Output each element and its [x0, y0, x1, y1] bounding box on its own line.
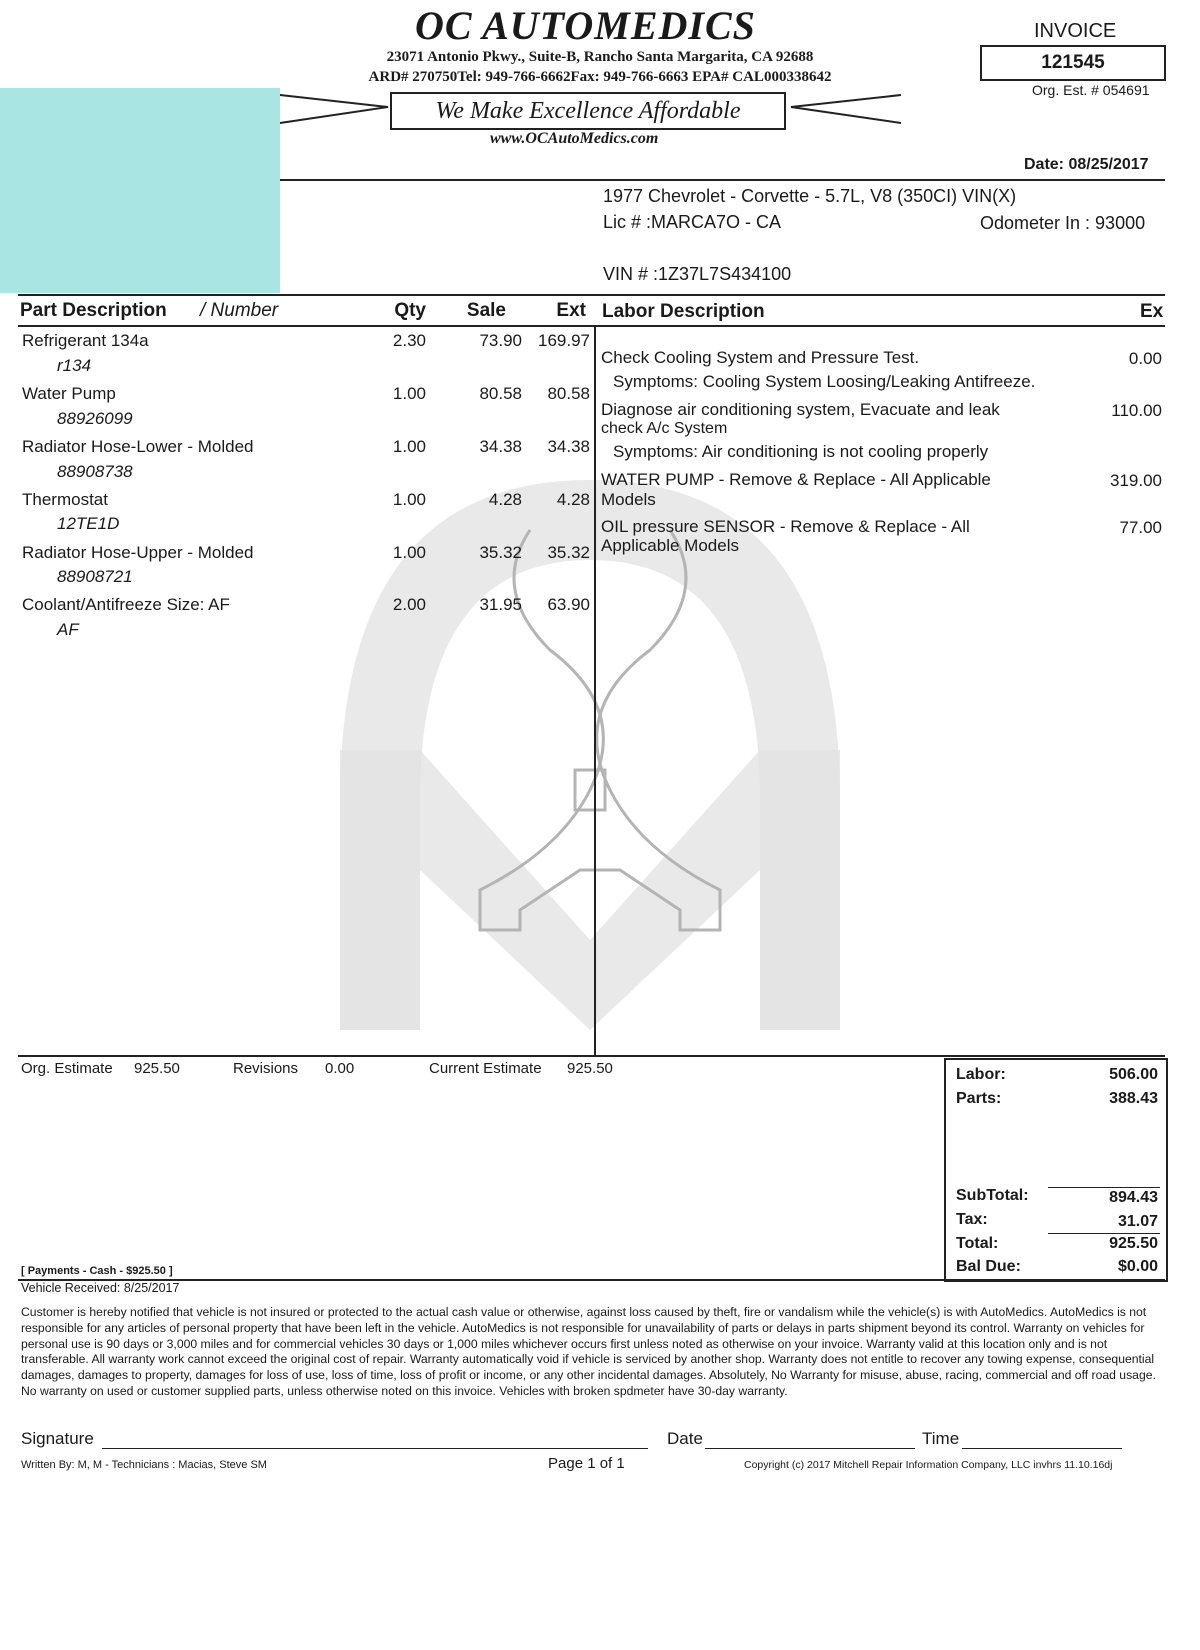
- part-sale: 4.28: [488, 490, 522, 509]
- company-address: 23071 Antonio Pkwy., Suite-B, Rancho Santa Margarita, CA 92688: [386, 49, 814, 65]
- labor-amount: 110.00: [1111, 401, 1162, 420]
- vehicle-received: Vehicle Received: 8/25/2017: [21, 1281, 180, 1295]
- vehicle-license: Lic # :MARCA7O - CA: [603, 212, 782, 232]
- part-ext: 34.38: [547, 437, 590, 456]
- signature-line: [102, 1448, 648, 1449]
- company-contact: ARD# 270750Tel: 949-766-6662Fax: 949-766-6663 EPA# CAL000338642: [368, 69, 832, 85]
- labor-total-label: Labor:: [956, 1066, 1006, 1083]
- labor-symptoms: Symptoms: Cooling System Loosing/Leaking Antifreeze.: [613, 372, 1036, 391]
- part-ext: 80.58: [547, 384, 590, 403]
- odometer-in: Odometer In : 93000: [980, 213, 1146, 233]
- parts-total-label: Parts:: [956, 1090, 1002, 1107]
- total: 925.50: [1109, 1235, 1158, 1252]
- part-sale: 73.90: [479, 331, 522, 350]
- labor-symptoms: Symptoms: Air conditioning is not cooling properly: [613, 442, 989, 461]
- part-ext: 63.90: [547, 595, 590, 614]
- parts-header-description: Part Description: [20, 300, 167, 321]
- labor-line: Diagnose air conditioning system, Evacuate and leak: [601, 400, 1000, 419]
- part-qty: 1.00: [392, 437, 426, 456]
- bal-due-label: Bal Due:: [956, 1258, 1021, 1275]
- labor-header-ext: Ex: [1140, 301, 1164, 322]
- labor-line: Models: [601, 490, 656, 509]
- labor-line: check A/c System: [601, 420, 728, 437]
- part-qty: 1.00: [392, 543, 426, 562]
- part-sale: 31.95: [479, 595, 522, 614]
- current-estimate-value: 925.50: [567, 1060, 613, 1077]
- tax-label: Tax:: [956, 1211, 988, 1228]
- company-website: www.OCAutoMedics.com: [490, 130, 659, 147]
- part-qty: 2.30: [392, 331, 426, 350]
- invoice-label: INVOICE: [1034, 20, 1117, 42]
- part-number: AF: [57, 620, 79, 639]
- part-description: Refrigerant 134a: [22, 331, 149, 350]
- part-qty: 1.00: [392, 384, 426, 403]
- part-sale: 80.58: [479, 384, 522, 403]
- part-description: Radiator Hose-Lower - Molded: [22, 437, 254, 456]
- warranty-disclaimer: Customer is hereby notified that vehicle is not insured or protected to the actual cash value or otherwise, against loss caused by theft, fire or vandalism while the vehicle(s) is with AutoMedics. AutoMedics is not responsible for any articles of personal property that have been left in the vehicle. AutoMedics is not responsible for unavailability of parts or delays in parts shipment beyond its control. Warranty on vehicles for personal use is 90 days or 3,000 miles and for commercial vehicles 30 days or 1,000 miles whichever occurs first unless noted as otherwise on your invoice. Warranty valid at this location only and is not transferable. All warranty work cannot exceed the original cost of repair. Warranty automatically void if vehicle is serviced by another shop. Warranty does not entitle to recover any towing expense, consequential damages, damages to property, damages for loss of use, loss of time, loss of profit or income, or any other incidental damages. Absolutely, No Warranty for misuse, abuse, racing, commercial and off road usage. No warranty on used or customer supplied parts, unless otherwise noted on this invoice. Vehicles with broken spdmeter have 30-day warranty.: [21, 1305, 1156, 1398]
- page-number: Page 1 of 1: [548, 1455, 625, 1472]
- revisions-label: Revisions: [233, 1060, 299, 1077]
- part-description: Water Pump: [22, 384, 116, 403]
- written-by: Written By: M, M - Technicians : Macias, Steve SM: [21, 1459, 267, 1471]
- tax: 31.07: [1117, 1213, 1158, 1230]
- bal-due: $0.00: [1117, 1258, 1158, 1275]
- part-number: 88908738: [57, 462, 133, 481]
- parts-total: 388.43: [1109, 1090, 1158, 1107]
- labor-header-description: Labor Description: [602, 301, 765, 322]
- org-estimate-value: 925.50: [134, 1060, 180, 1077]
- parts-header-number: / Number: [200, 300, 279, 321]
- part-description: Coolant/Antifreeze Size: AF: [22, 595, 230, 614]
- labor-total: 506.00: [1109, 1066, 1158, 1083]
- labor-line: WATER PUMP - Remove & Replace - All Applicable: [601, 470, 991, 489]
- copyright: Copyright (c) 2017 Mitchell Repair Information Company, LLC invhrs 11.10.16dj: [744, 1459, 1113, 1471]
- labor-amount: 319.00: [1110, 471, 1162, 490]
- time-label: Time: [922, 1429, 960, 1448]
- part-ext: 4.28: [556, 490, 590, 509]
- invoice-date: Date: 08/25/2017: [1024, 156, 1149, 173]
- part-number: 88908721: [57, 567, 133, 586]
- current-estimate-label: Current Estimate: [429, 1060, 542, 1077]
- part-qty: 2.00: [392, 595, 426, 614]
- part-number: r134: [57, 356, 92, 375]
- date-label: Date: [667, 1429, 703, 1448]
- signature-label: Signature: [21, 1429, 94, 1448]
- redacted-customer-block: [0, 88, 280, 293]
- vehicle-description: 1977 Chevrolet - Corvette - 5.7L, V8 (350CI) VIN(X): [603, 186, 1017, 206]
- part-number: 12TE1D: [57, 514, 120, 533]
- revisions-value: 0.00: [325, 1060, 355, 1077]
- labor-line: Check Cooling System and Pressure Test.: [601, 348, 920, 367]
- labor-line: Applicable Models: [601, 536, 739, 555]
- date-line: [705, 1448, 915, 1449]
- vehicle-vin: VIN # :1Z37L7S434100: [603, 264, 792, 284]
- payments-note: [ Payments - Cash - $925.50 ]: [21, 1265, 173, 1277]
- time-line: [962, 1448, 1122, 1449]
- slogan: We Make Excellence Affordable: [390, 92, 786, 130]
- part-description: Thermostat: [22, 490, 108, 509]
- org-estimate-label: Org. Estimate: [21, 1060, 113, 1077]
- labor-amount: 77.00: [1119, 518, 1162, 537]
- part-sale: 34.38: [479, 437, 522, 456]
- subtotal: 894.43: [1109, 1189, 1158, 1206]
- labor-line: OIL pressure SENSOR - Remove & Replace - All: [601, 517, 970, 536]
- parts-header-sale: Sale: [466, 300, 506, 321]
- parts-header-qty: Qty: [394, 300, 426, 321]
- labor-amount: 0.00: [1128, 349, 1162, 368]
- subtotal-label: SubTotal:: [956, 1187, 1029, 1204]
- org-estimate-number: Org. Est. # 054691: [1032, 82, 1150, 98]
- part-ext: 169.97: [538, 331, 590, 350]
- part-number: 88926099: [57, 409, 133, 428]
- part-qty: 1.00: [392, 490, 426, 509]
- invoice-number: 121545: [980, 45, 1166, 81]
- total-label: Total:: [956, 1235, 999, 1252]
- parts-header-ext: Ext: [556, 300, 586, 321]
- totals-box: [944, 1058, 1168, 1282]
- part-sale: 35.32: [479, 543, 522, 562]
- company-name: OC AUTOMEDICS: [415, 3, 756, 48]
- part-ext: 35.32: [547, 543, 590, 562]
- part-description: Radiator Hose-Upper - Molded: [22, 543, 254, 562]
